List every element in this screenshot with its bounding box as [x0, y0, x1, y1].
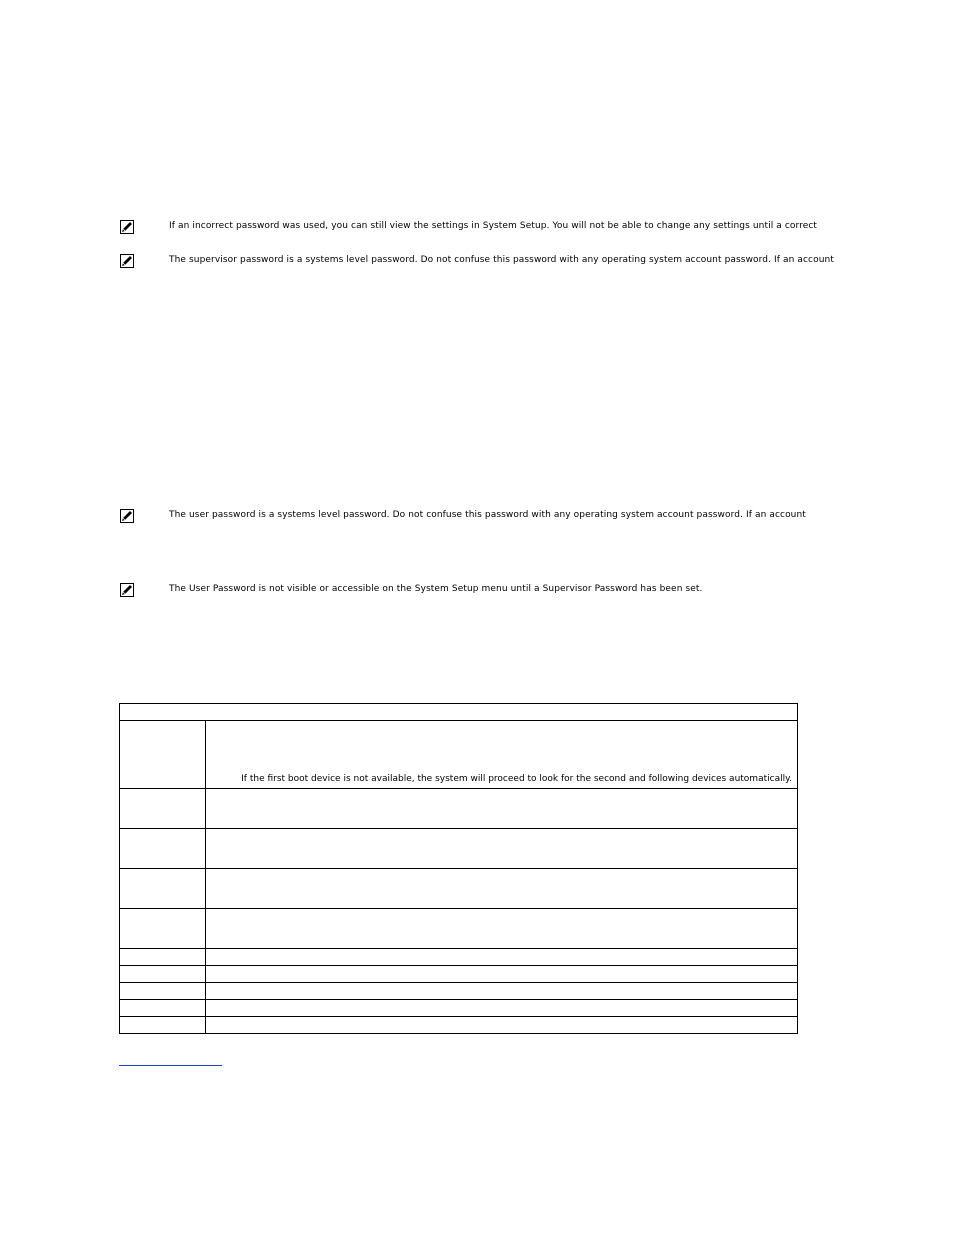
boot-device-fallback-text: If the first boot device is not available, the system will proceed to look for the second and following devices automatically.	[241, 774, 792, 784]
table-cell-label	[120, 909, 206, 949]
table-header-row	[120, 704, 798, 721]
note-user-password-visibility	[120, 583, 840, 599]
note-pencil-icon	[120, 583, 134, 597]
table-row	[120, 789, 798, 829]
table-cell-description	[206, 869, 798, 909]
table-row	[120, 869, 798, 909]
table-cell-description	[206, 789, 798, 829]
table-cell-label	[120, 1017, 206, 1034]
table-cell-label	[120, 829, 206, 869]
table-row	[120, 1017, 798, 1034]
table-row	[120, 721, 798, 789]
note-text: The user password is a systems level password. Do not confuse this password with any operating system account password. If an account	[169, 510, 806, 520]
table-cell-label	[120, 1000, 206, 1017]
table-cell-description	[206, 949, 798, 966]
note-pencil-icon	[120, 220, 134, 234]
table-header-cell	[120, 704, 798, 721]
table-cell-label	[120, 721, 206, 789]
table-cell-description	[206, 966, 798, 983]
table-row	[120, 829, 798, 869]
table-cell-label	[120, 789, 206, 829]
table-cell-description	[206, 1000, 798, 1017]
table-cell-label	[120, 949, 206, 966]
table-cell-description	[206, 829, 798, 869]
note-pencil-icon	[120, 509, 134, 523]
table-cell-label	[120, 869, 206, 909]
back-to-contents-link[interactable]	[119, 1051, 222, 1066]
table-cell-label	[120, 966, 206, 983]
note-text: The User Password is not visible or accessible on the System Setup menu until a Supervisor Password has been set.	[169, 584, 703, 594]
table-cell-description	[206, 909, 798, 949]
note-incorrect-password	[120, 220, 840, 236]
table-cell-label	[120, 983, 206, 1000]
table-row	[120, 909, 798, 949]
table-cell-description	[206, 1017, 798, 1034]
note-text: The supervisor password is a systems level password. Do not confuse this password with any operating system account password. If an account	[169, 255, 834, 265]
note-text: If an incorrect password was used, you can still view the settings in System Setup. You will not be able to change any settings until a correct	[169, 221, 818, 231]
note-supervisor-password	[120, 254, 840, 270]
table-row	[120, 1000, 798, 1017]
table-cell-description	[206, 721, 798, 789]
table-row	[120, 983, 798, 1000]
table-row	[120, 966, 798, 983]
table-row	[120, 949, 798, 966]
note-user-password	[120, 509, 840, 525]
table-cell-description	[206, 983, 798, 1000]
note-pencil-icon	[120, 254, 134, 268]
boot-settings-table	[119, 703, 798, 1034]
